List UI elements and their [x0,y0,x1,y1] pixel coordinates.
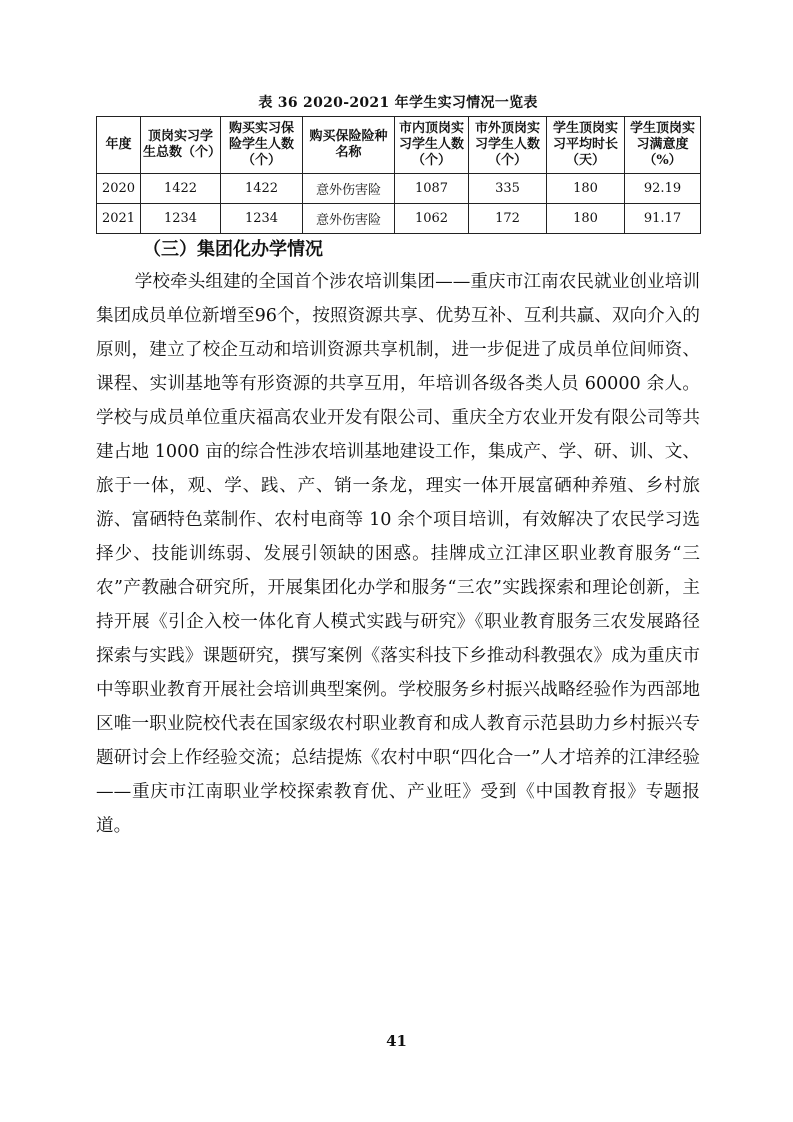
header-satisfaction: 学生顶岗实习满意度（%） [625,117,701,174]
table-cell: 2020 [97,174,141,204]
table-row [97,204,701,234]
table-cell: 意外伤害险 [303,204,395,234]
table-cell: 1234 [221,204,303,234]
header-total-interns: 顶岗实习学生总数（个） [141,117,221,174]
table-row [97,174,701,204]
table-caption: 表 36 2020-2021 年学生实习情况一览表 [258,95,538,111]
header-out-city: 市外顶岗实习学生人数（个） [469,117,547,174]
header-in-city: 市内顶岗实习学生人数（个） [395,117,469,174]
table-cell: 1087 [395,174,469,204]
table-cell: 180 [547,204,625,234]
table-cell: 172 [469,204,547,234]
section-paragraph: 学校牵头组建的全国首个涉农培训集团——重庆市江南农民就业创业培训集团成员单位新增至96个，按照资源共享、优势互补、互利共赢、双向介入的原则，建立了校企互动和培训资源共享机制，进一步促进了成员单位间师资、课程、实训基地等有形资源的共享互用，年培训各级各类人员 60000 余人。学校与成员单位重庆福高农业开发有限公司、重庆全方农业开发有限公司等共建占地 1000 亩的综合性涉农培训基地建设工作，集成产、学、研、训、文、旅于一体，观、学、践、产、销一条龙，理实一体开展富硒种养殖、乡村旅游、富硒特色菜制作、农村电商等 10 余个项目培训，有效解决了农民学习选择少、技能训练弱、发展引领缺的困惑。挂牌成立江津区职业教育服务“三农”产教融合研究所，开展集团化办学和服务“三农”实践探索和理论创新，主持开展《引企入校一体化育人模式实践与研究》《职业教育服务三农发展路径探索与实践》课题研究，撰写案例《落实科技下乡推动科教强农》成为重庆市中等职业教育开展社会培训典型案例。学校服务乡村振兴战略经验作为西部地区唯一职业院校代表在国家级农村职业教育和成人教育示范县助力乡村振兴专题研讨会上作经验交流；总结提炼《农村中职“四化合一”人才培养的江津经验——重庆市江南职业学校探索教育优、产业旺》受到《中国教育报》专题报道。 [96,272,700,836]
header-avg-duration: 学生顶岗实习平均时长（天） [547,117,625,174]
table-cell: 92.19 [625,174,701,204]
page-number: 41 [386,1032,407,1050]
header-insurance-type: 购买保险险种名称 [303,117,395,174]
header-insured-count: 购买实习保险学生人数（个） [221,117,303,174]
header-year: 年度 [97,117,141,174]
table-cell: 1422 [141,174,221,204]
table-cell: 意外伤害险 [303,174,395,204]
section-heading: （三）集团化办学情况 [143,239,323,260]
table-cell: 91.17 [625,204,701,234]
table-cell: 335 [469,174,547,204]
table-cell: 1422 [221,174,303,204]
table-cell: 1234 [141,204,221,234]
internship-table [96,116,701,234]
table-cell: 2021 [97,204,141,234]
table-header-row [97,117,701,174]
table-cell: 1062 [395,204,469,234]
table-cell: 180 [547,174,625,204]
